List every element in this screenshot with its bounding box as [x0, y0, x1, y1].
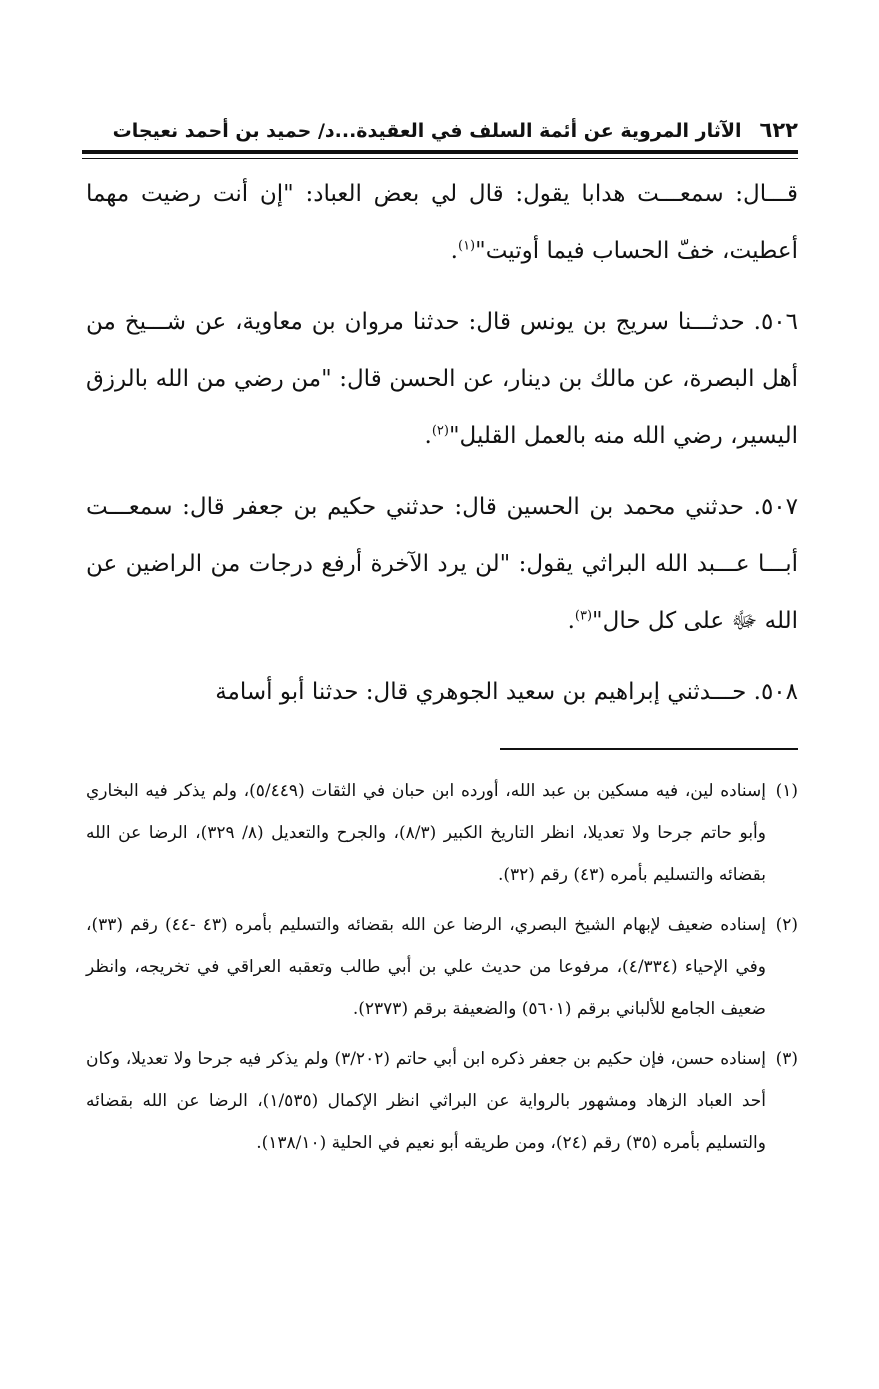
footnote-ref: (١) [457, 238, 476, 254]
paragraph [86, 664, 798, 721]
footnote-marker: (١) [775, 781, 798, 801]
paragraph-end: . [450, 238, 458, 264]
paragraph [86, 166, 798, 280]
footnote-ref: (٢) [431, 423, 449, 439]
paragraph-text: ٥٠٨. حـــدثني إبراهيم بن سعيد الجوهري قال: حدثنا أبو أسامة [215, 679, 798, 705]
footnote [86, 904, 798, 1030]
footnote [86, 1038, 798, 1164]
footnote-marker: (٢) [775, 915, 798, 935]
header-rule-thick [82, 150, 798, 154]
footnotes [86, 770, 798, 1172]
footnote-ref: (٣) [574, 608, 593, 624]
page-number: ٦٢٢ [759, 118, 798, 142]
paragraph-text: قـــال: سمعـــت هدابا يقول: قال لي بعض العباد: "إن أنت رضيت مهما أعطيت، خفّ الحساب فيما أوتيت" [86, 181, 798, 264]
header-title: الآثار المروية عن أئمة السلف في العقيدة...د/ حميد بن أحمد نعيجات [112, 120, 742, 142]
paragraph [86, 294, 798, 465]
paragraph-text: ٥٠٧. حدثني محمد بن الحسين قال: حدثني حكيم بن جعفر قال: سمعـــت أبـــا عـــبد الله البراثي يقول: "لن يرد الآخرة أرفع درجات من الراضين عن الله ﷻ على كل حال" [86, 494, 798, 634]
footnote-text: إسناده ضعيف لإبهام الشيخ البصري، الرضا عن الله بقضائه والتسليم بأمره (٤٣ -٤٤) رقم (٣٣)، وفي الإحياء (٤/٣٣٤)، مرفوعا من حديث علي بن أبي طالب وتعقبه العراقي في تخريجه، وانظر ضعيف الجامع للألباني برقم (٥٦٠١) والضعيفة برقم (٢٣٧٣). [86, 915, 766, 1019]
paragraph-text: ٥٠٦. حدثـــنا سريج بن يونس قال: حدثنا مروان بن معاوية، عن شـــيخ من أهل البصرة، عن مالك بن دينار، عن الحسن قال: "من رضي من الله بالرزق اليسير، رضي الله منه بالعمل القليل" [86, 309, 798, 449]
paragraph-end: . [424, 423, 432, 449]
footnote-marker: (٣) [775, 1049, 798, 1069]
main-text [86, 166, 798, 735]
running-header [112, 112, 798, 148]
footnote-separator [500, 748, 798, 750]
paragraph [86, 479, 798, 650]
footnote-text: إسناده لين، فيه مسكين بن عبد الله، أورده ابن حبان في الثقات (٥/٤٤٩)، ولم يذكر فيه البخاري وأبو حاتم جرحا ولا تعديلا، انظر التاريخ الكبير (٨/٣)، والجرح والتعديل (٨/ ٣٢٩)، الرضا عن الله بقضائه والتسليم بأمره (٤٣) رقم (٣٢). [86, 781, 766, 885]
paragraph-end: . [567, 608, 575, 634]
header-rule-thin [82, 158, 798, 159]
footnote-text: إسناده حسن، فإن حكيم بن جعفر ذكره ابن أبي حاتم (٣/٢٠٢) ولم يذكر فيه جرحا ولا تعديلا، وكان أحد العباد الزهاد ومشهور بالرواية عن البراثي انظر الإكمال (١/٥٣٥)، الرضا عن الله بقضائه والتسليم بأمره (٣٥) رقم (٢٤)، ومن طريقه أبو نعيم في الحلية (١٣٨/١٠). [86, 1049, 767, 1153]
footnote [86, 770, 798, 896]
